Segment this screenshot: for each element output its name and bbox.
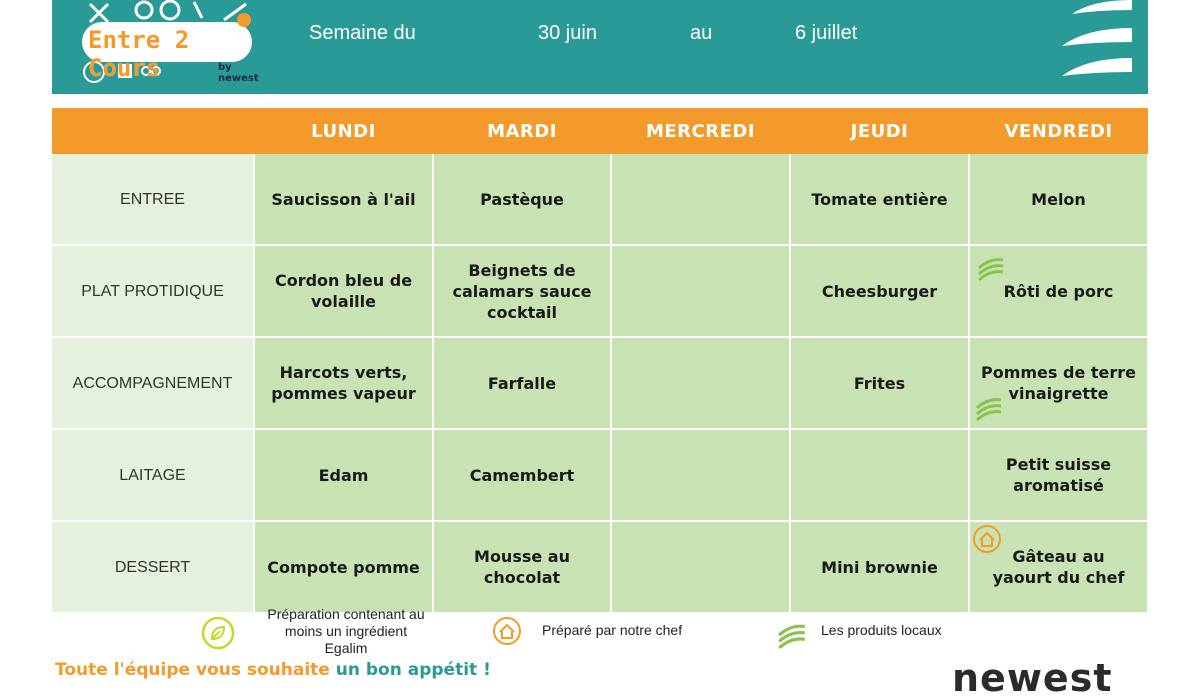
legend-local-text: Les produits locaux [821, 622, 942, 638]
menu-cell [611, 521, 790, 613]
local-products-icon [976, 252, 1006, 282]
row-label-dessert: DESSERT [52, 521, 254, 613]
menu-cell: Edam [254, 429, 433, 521]
menu-cell: Petit suisse aromatisé [969, 429, 1148, 521]
menu-table [52, 108, 1149, 614]
week-separator: au [690, 22, 713, 44]
corner-header [52, 108, 254, 154]
legend [0, 606, 1200, 656]
menu-cell [611, 154, 790, 245]
day-header-vendredi: VENDREDI [969, 108, 1148, 154]
table-row [52, 521, 1148, 613]
legend-egalim-line: moins un ingrédient [284, 623, 408, 639]
menu-cell-with-chef-icon [969, 521, 1148, 613]
menu-cell: Mini brownie [790, 521, 969, 613]
menu-cell: Pastèque [433, 154, 611, 245]
menu-cell [611, 245, 790, 337]
table-row [52, 429, 1148, 521]
menu-cell: Beignets de calamars sauce cocktail [433, 245, 611, 337]
menu-cell: Tomate entière [790, 154, 969, 245]
row-label-laitage: LAITAGE [52, 429, 254, 521]
legend-egalim-line: Préparation contenant au [267, 606, 425, 622]
menu-cell-with-local-icon [969, 337, 1148, 429]
table-row [52, 245, 1148, 337]
row-label-entree: ENTREE [52, 154, 254, 245]
table-row [52, 337, 1148, 429]
week-start-date: 30 juin [538, 22, 597, 44]
menu-cell: Melon [969, 154, 1148, 245]
day-header-lundi: LUNDI [254, 108, 433, 154]
menu-cell: Compote pomme [254, 521, 433, 613]
week-end-date: 6 juillet [795, 22, 858, 44]
menu-cell: Mousse au chocolat [433, 521, 611, 613]
logo-by-text: by newest [218, 62, 259, 84]
egalim-leaf-icon [201, 616, 235, 653]
local-products-icon [776, 618, 808, 653]
menu-cell [611, 337, 790, 429]
brand-stripes-icon [1062, 0, 1134, 80]
legend-egalim-text [246, 606, 446, 657]
header-banner [52, 0, 1148, 94]
footer-message-part1: Toute l'équipe vous souhaite [55, 660, 336, 680]
menu-cell: Cheesburger [790, 245, 969, 337]
chef-house-icon [972, 524, 1002, 554]
menu-cell: Cordon bleu de volaille [254, 245, 433, 337]
day-header-row [52, 108, 1148, 154]
menu-cell-text: Pommes de terre vinaigrette [980, 363, 1136, 403]
chef-house-icon [492, 616, 522, 649]
menu-cell-with-local-icon [969, 245, 1148, 337]
menu-cell: Farfalle [433, 337, 611, 429]
menu-cell: Camembert [433, 429, 611, 521]
legend-egalim-line: Egalim [324, 640, 368, 656]
menu-cell: Harcots verts, pommes vapeur [254, 337, 433, 429]
row-label-accompagnement: ACCOMPAGNEMENT [52, 337, 254, 429]
footer-message-part2: un bon appétit ! [335, 660, 491, 680]
legend-chef-text: Préparé par notre chef [542, 622, 683, 638]
day-header-mardi: MARDI [433, 108, 611, 154]
menu-cell: Saucisson à l'ail [254, 154, 433, 245]
table-row [52, 154, 1148, 245]
day-header-jeudi: JEUDI [790, 108, 969, 154]
menu-cell [611, 429, 790, 521]
entre-2-cours-logo [74, 0, 264, 86]
row-label-plat: PLAT PROTIDIQUE [52, 245, 254, 337]
logo-text: Entre 2 Cours [88, 26, 190, 82]
local-products-icon [974, 392, 1004, 422]
menu-cell-text: Rôti de porc [1003, 281, 1114, 301]
day-header-mercredi: MERCREDI [611, 108, 790, 154]
newest-logo: newest [952, 656, 1113, 700]
menu-cell-text: Gâteau au yaourt du chef [992, 547, 1125, 587]
week-label: Semaine du [309, 22, 416, 44]
menu-cell [790, 429, 969, 521]
footer-message [55, 660, 491, 680]
menu-cell: Frites [790, 337, 969, 429]
